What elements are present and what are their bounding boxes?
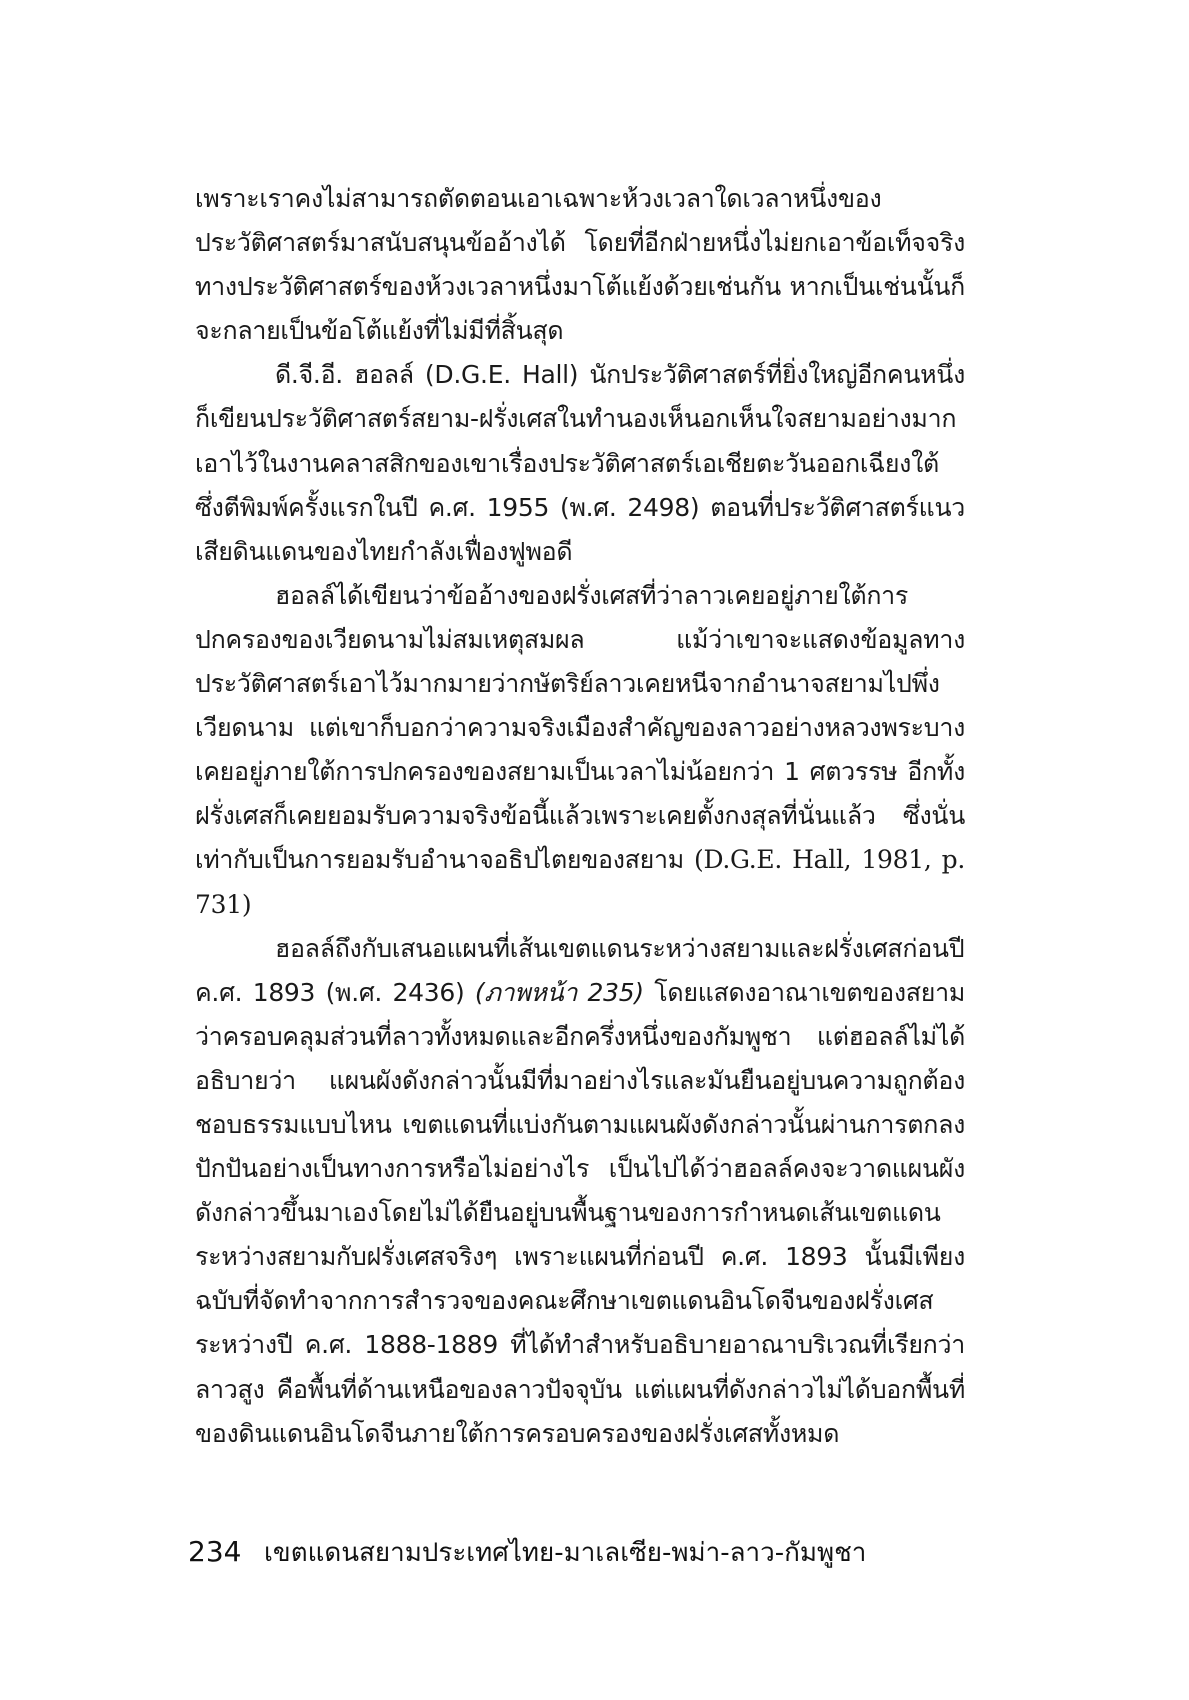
page-number: 234 xyxy=(188,1535,242,1568)
paragraph-4-text-b: โดยแสดงอาณาเขตของสยามว่าครอบคลุมส่วนที่ลาวทั้งหมดและอีกครึ่งหนึ่งของกัมพูชา แต่ฮอลล์ไม่ได้อธิบายว่า แผนผังดังกล่าวนั้นมีที่มาอย่างไรและมันยืนอยู่บนความถูกต้องชอบธรรมแบบไหน เขตแดนที่แบ่งกันตามแผนผังดังกล่าวนั้นผ่านการตกลงปักปันอย่างเป็นทางการหรือไม่อย่างไร เป็นไปได้ว่าฮอลล์คงจะวาดแผนผังดังกล่าวขึ้นมาเองโดยไม่ได้ยืนอยู่บนพื้นฐานของการกำหนดเส้นเขตแดนระหว่างสยามกับฝรั่งเศสจริงๆ เพราะแผนที่ก่อนปี ค.ศ. 1893 นั้นมีเพียงฉบับที่จัดทำจากการสำรวจของคณะศึกษาเขตแดนอินโดจีนของฝรั่งเศส ระหว่างปี ค.ศ. 1888-1889 ที่ได้ทำสำหรับอธิบายอาณาบริเวณที่เรียกว่าลาวสูง คือพื้นที่ด้านเหนือของลาวปัจจุบัน แต่แผนที่ดังกล่าวไม่ได้บอกพื้นที่ของดินแดนอินโดจีนภายใต้การครอบครองของฝรั่งเศสทั้งหมด xyxy=(195,977,965,1448)
paragraph-3 xyxy=(195,574,965,927)
paragraph-1: เพราะเราคงไม่สามารถตัดตอนเอาเฉพาะห้วงเวลาใดเวลาหนึ่งของประวัติศาสตร์มาสนับสนุนข้ออ้างได้ โดยที่อีกฝ่ายหนึ่งไม่ยกเอาข้อเท็จจริงทางประวัติศาสตร์ของห้วงเวลาหนึ่งมาโต้แย้งด้วยเช่นกัน หากเป็นเช่นนั้นก็จะกลายเป็นข้อโต้แย้งที่ไม่มีที่สิ้นสุด xyxy=(195,184,965,346)
body-text xyxy=(195,177,965,1456)
paragraph-3-text: ฮอลล์ได้เขียนว่าข้ออ้างของฝรั่งเศสที่ว่าลาวเคยอยู่ภายใต้การปกครองของเวียดนามไม่สมเหตุสมผล แม้ว่าเขาจะแสดงข้อมูลทางประวัติศาสตร์เอาไว้มากมายว่ากษัตริย์ลาวเคยหนีจากอำนาจสยามไปพึ่งเวียดนาม แต่เขาก็บอกว่าความจริงเมืองสำคัญของลาวอย่างหลวงพระบางเคยอยู่ภายใต้การปกครองของสยามเป็นเวลาไม่น้อยกว่า 1 ศตวรรษ อีกทั้งฝรั่งเศสก็เคยยอมรับความจริงข้อนี้แล้วเพราะเคยตั้งกงสุลที่นั่นแล้ว ซึ่งนั่นเท่ากับเป็นการยอมรับอำนาจอธิปไตยของสยาม xyxy=(195,580,965,875)
paragraph-2: ดี.จี.อี. ฮอลล์ (D.G.E. Hall) นักประวัติศาสตร์ที่ยิ่งใหญ่อีกคนหนึ่งก็เขียนประวัติศาสตร์สยาม-ฝรั่งเศสในทำนองเห็นอกเห็นใจสยามอย่างมากเอาไว้ในงานคลาสสิกของเขาเรื่องประวัติศาสตร์เอเชียตะวันออกเฉียงใต้ ซึ่งตีพิมพ์ครั้งแรกในปี ค.ศ. 1955 (พ.ศ. 2498) ตอนที่ประวัติศาสตร์แนวเสียดินแดนของไทยกำลังเฟื่องฟูพอดี xyxy=(195,360,965,566)
paragraph-4 xyxy=(195,927,965,1456)
citation: (D.G.E. Hall, 1981, p. 731) xyxy=(195,845,965,919)
figure-reference: (ภาพหน้า 235) xyxy=(474,977,644,1007)
page-footer xyxy=(188,1532,866,1573)
paragraph-4-text-a: ฮอลล์ถึงกับเสนอแผนที่เส้นเขตแดนระหว่างสยามและฝรั่งเศสก่อนปี ค.ศ. 1893 (พ.ศ. 2436) xyxy=(195,933,965,1007)
running-title: เขตแดนสยามประเทศไทย-มาเลเซีย-พม่า-ลาว-กัมพูชา xyxy=(264,1538,867,1568)
